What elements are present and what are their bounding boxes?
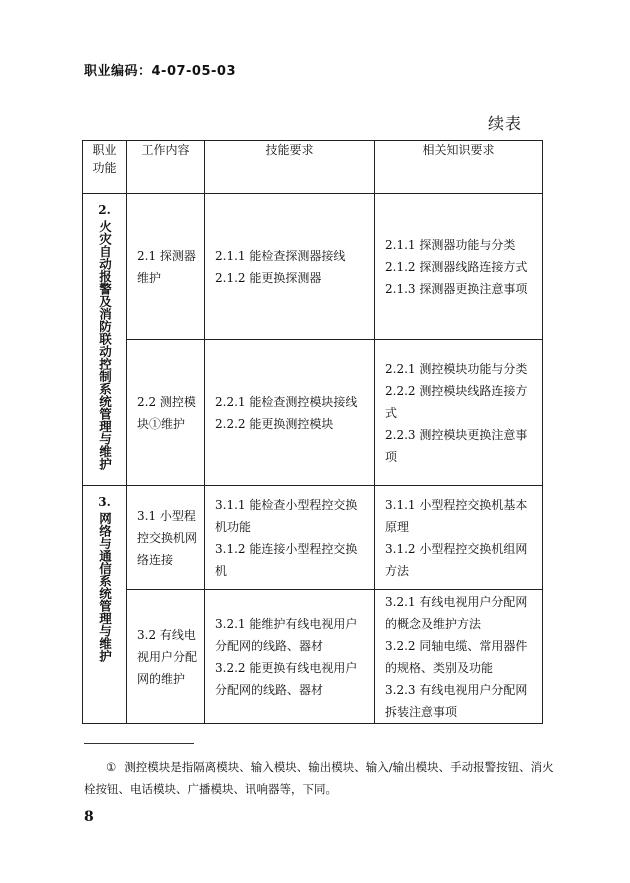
skill-item: 2.2.2 能更换测控模块 xyxy=(215,416,334,431)
skill-item: 2.2.1 能检查测控模块接线 xyxy=(215,394,358,409)
occupation-code: 职业编码：4-07-05-03 xyxy=(84,64,237,79)
knowledge-list xyxy=(375,590,543,724)
knowledge-item: 2.2.1 测控模块功能与分类 xyxy=(385,361,528,376)
work-content: 2.1 探测器维护 xyxy=(127,194,205,340)
skill-list xyxy=(205,194,375,340)
work-content: 3.1 小型程控交换机网络连接 xyxy=(127,486,205,590)
knowledge-list xyxy=(375,340,543,486)
table-header-row xyxy=(83,141,543,194)
knowledge-item: 3.1.2 小型程控交换机组网方法 xyxy=(385,541,528,578)
skill-list xyxy=(205,340,375,486)
header-function: 职业 功能 xyxy=(83,141,127,194)
knowledge-list xyxy=(375,486,543,590)
skill-item: 3.2.2 能更换有线电视用户分配网的线路、器材 xyxy=(215,660,358,697)
skill-item: 3.1.1 能检查小型程控交换机功能 xyxy=(215,497,358,534)
function-number: 2. xyxy=(98,203,111,217)
continued-label: 续表 xyxy=(488,114,523,133)
work-content: 2.2 测控模块①维护 xyxy=(127,340,205,486)
function-number: 3. xyxy=(98,495,111,509)
page-number: 8 xyxy=(84,809,94,825)
header-skills: 技能要求 xyxy=(205,141,375,194)
skill-item: 2.1.2 能更换探测器 xyxy=(215,270,322,285)
requirements-table xyxy=(82,140,543,724)
header-work: 工作内容 xyxy=(127,141,205,194)
table-row xyxy=(83,486,543,590)
skill-item: 2.1.1 能检查探测器接线 xyxy=(215,248,346,263)
knowledge-list xyxy=(375,194,543,340)
footnote-rule xyxy=(84,743,194,744)
skill-item: 3.1.2 能连接小型程控交换机 xyxy=(215,541,358,578)
knowledge-item: 2.1.3 探测器更换注意事项 xyxy=(385,281,528,296)
table-row xyxy=(83,340,543,486)
function-title: 网络与通信系统管理与维护 xyxy=(97,512,113,662)
knowledge-item: 3.2.1 有线电视用户分配网的概念及维护方法 xyxy=(385,594,528,631)
header-knowledge: 相关知识要求 xyxy=(375,141,543,194)
footnote xyxy=(84,756,554,800)
skill-item: 3.2.1 能维护有线电视用户分配网的线路、器材 xyxy=(215,616,358,653)
knowledge-item: 2.1.1 探测器功能与分类 xyxy=(385,237,516,252)
function-cell xyxy=(83,194,127,486)
skill-list xyxy=(205,590,375,724)
footnote-text: 测控模块是指隔离模块、输入模块、输出模块、输入/输出模块、手动报警按钮、消火栓按钮、电话模块、广播模块、讯响器等，下同。 xyxy=(84,760,554,796)
function-title: 火灾自动报警及消防联动控制系统管理与维护 xyxy=(97,220,113,470)
knowledge-item: 3.2.2 同轴电缆、常用器件的规格、类别及功能 xyxy=(385,638,528,675)
knowledge-item: 2.2.3 测控模块更换注意事项 xyxy=(385,427,528,464)
function-cell xyxy=(83,486,127,724)
knowledge-item: 2.2.2 测控模块线路连接方式 xyxy=(385,383,528,420)
skill-list xyxy=(205,486,375,590)
table-row xyxy=(83,590,543,724)
table-row xyxy=(83,194,543,340)
knowledge-item: 3.1.1 小型程控交换机基本原理 xyxy=(385,497,528,534)
knowledge-item: 2.1.2 探测器线路连接方式 xyxy=(385,259,528,274)
knowledge-item: 3.2.3 有线电视用户分配网拆装注意事项 xyxy=(385,682,528,719)
work-content: 3.2 有线电视用户分配网的维护 xyxy=(127,590,205,724)
footnote-mark: ① xyxy=(106,760,117,774)
